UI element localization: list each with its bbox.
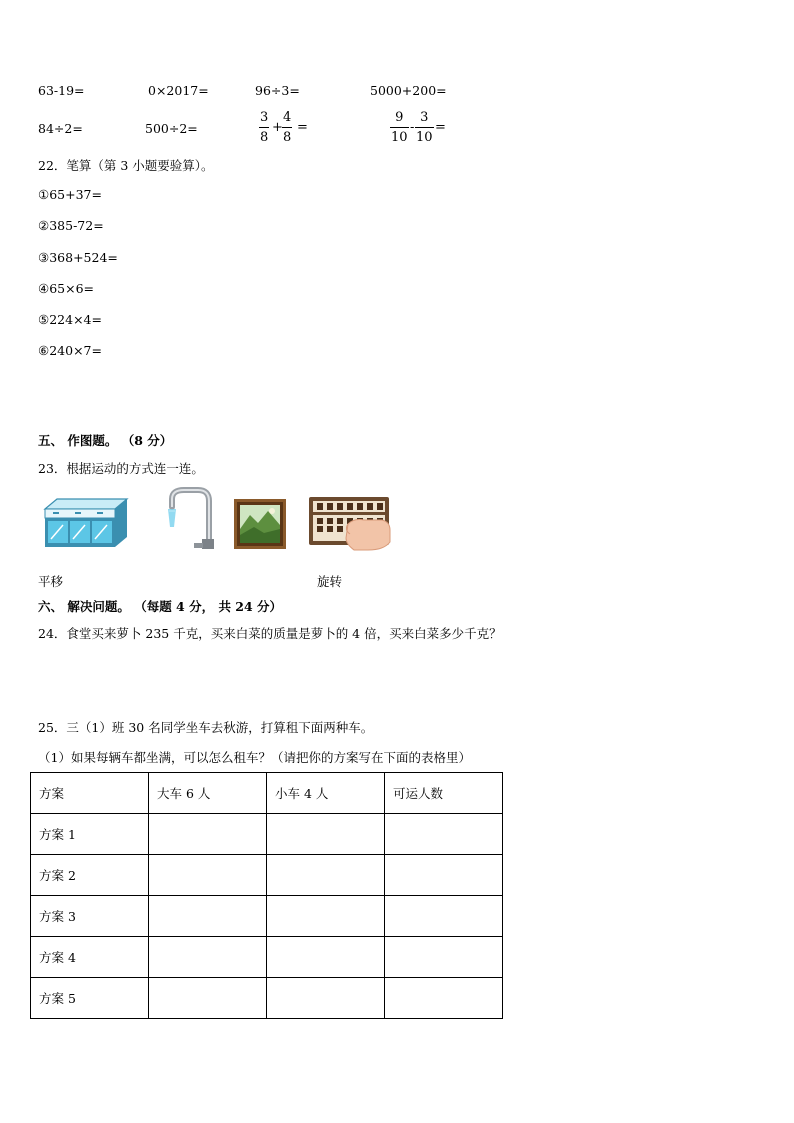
table-row — [31, 814, 503, 855]
fraction: $\frac{3}{10}$ — [416, 110, 433, 145]
oral-item: 63-19= — [38, 83, 85, 98]
table-header: 小车 4 人 — [267, 773, 385, 814]
question-25: 25．三（1）班 30 名同学坐车去秋游，打算租下面两种车。 — [38, 720, 374, 735]
oral-item: 84÷2= — [38, 121, 83, 136]
row-label: 方案 5 — [31, 978, 149, 1019]
answer-cell[interactable] — [267, 978, 385, 1019]
window-icon — [43, 497, 129, 549]
oral-item: 0×2017= — [148, 83, 209, 98]
answer-cell[interactable] — [385, 855, 503, 896]
table-header-row — [31, 773, 503, 814]
fraction: $\frac{9}{10}$ — [391, 110, 408, 145]
table-row — [31, 937, 503, 978]
section-5-heading: 五、 作图题。 （8 分） — [38, 433, 173, 448]
answer-cell[interactable] — [149, 896, 267, 937]
table-row — [31, 896, 503, 937]
answer-cell[interactable] — [267, 937, 385, 978]
table-header: 方案 — [31, 773, 149, 814]
answer-cell[interactable] — [149, 814, 267, 855]
row-label: 方案 4 — [31, 937, 149, 978]
fraction: $\frac{3}{8}$ — [260, 110, 269, 145]
question-22-title: 22．笔算（第 3 小题要验算）。 — [38, 158, 214, 173]
row-label: 方案 3 — [31, 896, 149, 937]
question-25-sub-1: （1）如果每辆车都坐满，可以怎么租车？（请把你的方案写在下面的表格里） — [38, 750, 471, 765]
answer-cell[interactable] — [385, 896, 503, 937]
oral-item: 96÷3= — [255, 83, 300, 98]
table-row — [31, 978, 503, 1019]
oral-item: 5000+200= — [370, 83, 447, 98]
written-calc-item: ⑤224×4= — [38, 312, 102, 327]
written-calc-item: ③368+524= — [38, 250, 118, 265]
written-calc-item: ②385-72= — [38, 218, 104, 233]
question-23-title: 23．根据运动的方式连一连。 — [38, 461, 204, 476]
answer-cell[interactable] — [267, 814, 385, 855]
answer-cell[interactable] — [149, 855, 267, 896]
faucet-icon — [164, 487, 216, 557]
label-rotation: 旋转 — [317, 574, 343, 589]
operator: + — [272, 120, 283, 135]
answer-cell[interactable] — [385, 937, 503, 978]
table-header: 可运人数 — [385, 773, 503, 814]
row-label: 方案 2 — [31, 855, 149, 896]
oral-item: 500÷2= — [145, 121, 198, 136]
picture-frame-icon — [234, 499, 286, 549]
answer-cell[interactable] — [267, 855, 385, 896]
written-calc-item: ⑥240×7= — [38, 343, 102, 358]
plan-table — [30, 772, 503, 1019]
answer-cell[interactable] — [149, 978, 267, 1019]
written-calc-item: ④65×6= — [38, 281, 95, 296]
answer-cell[interactable] — [385, 814, 503, 855]
section-6-heading: 六、 解决问题。 （每题 4 分， 共 24 分） — [38, 599, 283, 614]
answer-cell[interactable] — [267, 896, 385, 937]
table-header: 大车 6 人 — [149, 773, 267, 814]
table-row — [31, 855, 503, 896]
operator: - — [410, 120, 415, 135]
equals-sign: = — [435, 120, 446, 135]
equals-sign: = — [297, 120, 308, 135]
answer-cell[interactable] — [385, 978, 503, 1019]
question-24: 24．食堂买来萝卜 235 千克，买来白菜的质量是萝卜的 4 倍，买来白菜多少千克？ — [38, 626, 502, 641]
written-calc-item: ①65+37= — [38, 187, 102, 202]
label-translation: 平移 — [38, 574, 64, 589]
fraction: $\frac{4}{8}$ — [283, 110, 292, 145]
row-label: 方案 1 — [31, 814, 149, 855]
abacus-icon — [308, 494, 392, 552]
answer-cell[interactable] — [149, 937, 267, 978]
